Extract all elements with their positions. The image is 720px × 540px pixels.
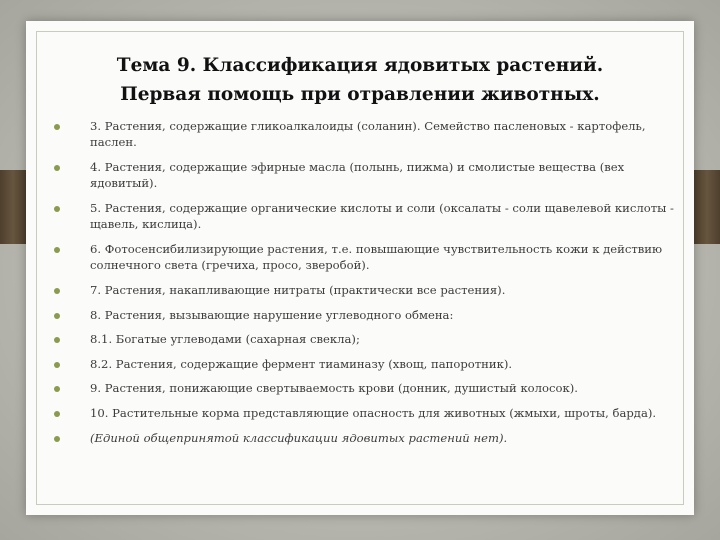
- bullet-text: (Единой общепринятой классификации ядовитых растений нет).: [90, 431, 508, 445]
- bullet-item: [54, 308, 674, 324]
- bullet-dot-icon: [54, 411, 60, 417]
- bullet-text: 10. Растительные корма представляющие опасность для животных (жмыхи, шроты, барда).: [90, 405, 657, 420]
- bullet-dot-icon: [54, 362, 60, 368]
- bullet-text: 8.1. Богатые углеводами (сахарная свекла);: [90, 332, 360, 346]
- bullet-item: [54, 119, 674, 150]
- bullet-item: [54, 242, 674, 273]
- bullet-list: [54, 119, 674, 447]
- right-decorative-tab: [694, 170, 720, 244]
- slide-title: [60, 51, 660, 109]
- bullet-item: [54, 406, 674, 422]
- bullet-text: 5. Растения, содержащие органические кислоты и соли (оксалаты - соли щавелевой кислоты - щавель, кислица).: [90, 201, 674, 231]
- bullet-dot-icon: [54, 247, 60, 253]
- left-decorative-tab: [0, 170, 26, 244]
- bullet-dot-icon: [54, 124, 60, 130]
- bullet-text: 7. Растения, накапливающие нитраты (практически все растения).: [90, 283, 506, 297]
- bullet-dot-icon: [54, 165, 60, 171]
- bullet-text: 9. Растения, понижающие свертываемость крови (донник, душистый колосок).: [90, 381, 578, 395]
- bullet-text: 3. Растения, содержащие гликоалкалоиды (соланин). Семейство пасленовых - картофель, паслен.: [90, 119, 646, 149]
- bullet-dot-icon: [54, 337, 60, 343]
- bullet-dot-icon: [54, 313, 60, 319]
- bullet-item: [54, 431, 674, 447]
- bullet-item: [54, 201, 674, 232]
- bullet-dot-icon: [54, 386, 60, 392]
- bullet-item: [54, 160, 674, 191]
- slide-title-line-2: Первая помощь при отравлении животных.: [120, 84, 600, 105]
- bullet-item: [54, 357, 674, 373]
- bullet-dot-icon: [54, 436, 60, 442]
- bullet-item: [54, 332, 674, 348]
- bullet-text: 8. Растения, вызывающие нарушение углеводного обмена:: [90, 307, 454, 322]
- bullet-dot-icon: [54, 288, 60, 294]
- bullet-text: 8.2. Растения, содержащие фермент тиаминазу (хвощ, папоротник).: [90, 356, 513, 371]
- bullet-dot-icon: [54, 206, 60, 212]
- bullet-item: [54, 381, 674, 397]
- slide-title-line-1: Тема 9. Классификация ядовитых растений.: [116, 55, 604, 76]
- bullet-item: [54, 283, 674, 299]
- bullet-text: 6. Фотосенсибилизирующие растения, т.е. повышающие чувствительность кожи к действию солнечного света (гречиха, просо, зверобой).: [90, 242, 663, 272]
- bullet-text: 4. Растения, содержащие эфирные масла (полынь, пижма) и смолистые вещества (вех ядовитый).: [90, 160, 625, 190]
